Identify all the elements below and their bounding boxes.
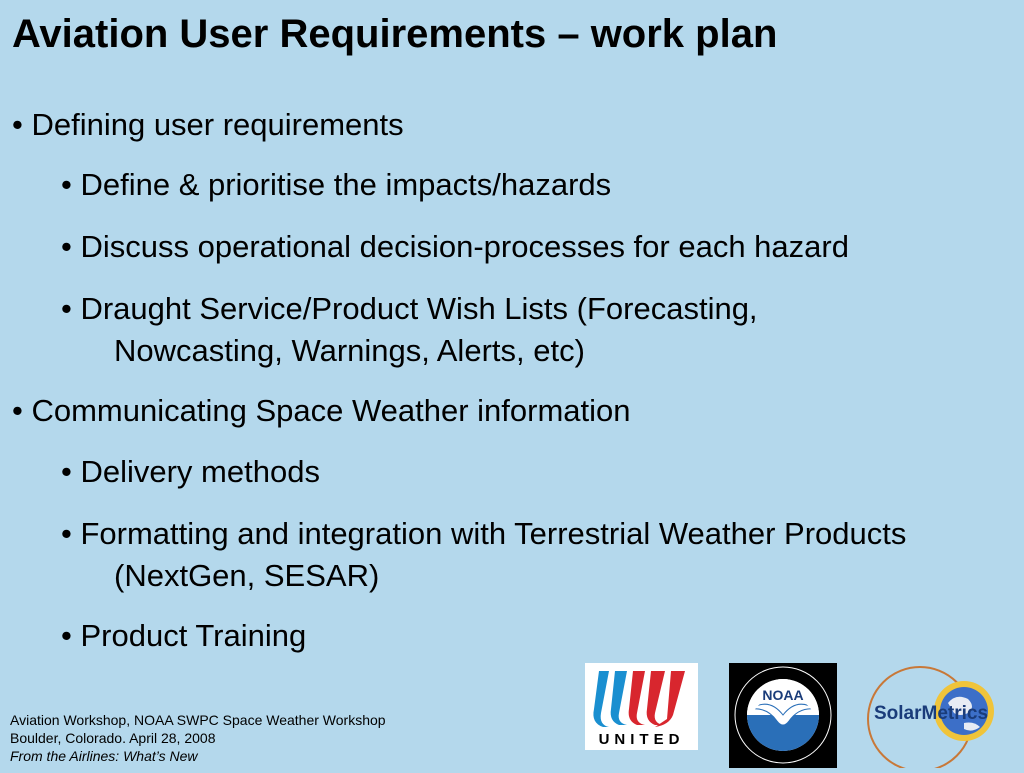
noaa-wordmark: NOAA xyxy=(762,687,804,703)
solarmetrics-wordmark: SolarMetrics xyxy=(874,703,989,724)
bullet-continuation: (NextGen, SESAR) xyxy=(114,558,380,593)
bullet-item: • Discuss operational decision-processes for each hazard xyxy=(61,229,849,264)
bullet-item: • Draught Service/Product Wish Lists (Forecasting, xyxy=(61,291,758,326)
united-logo xyxy=(585,663,698,750)
noaa-logo xyxy=(729,663,837,768)
noaa-seal-icon xyxy=(729,663,837,768)
bullet-item: • Define & prioritise the impacts/hazards xyxy=(61,167,612,202)
bullet-item: • Communicating Space Weather information xyxy=(12,393,631,428)
footer-line-1: Aviation Workshop, NOAA SWPC Space Weather Workshop xyxy=(10,712,386,728)
bullet-item: • Formatting and integration with Terrestrial Weather Products xyxy=(61,516,907,551)
bullet-item: • Product Training xyxy=(61,618,307,653)
footer-line-3: From the Airlines: What’s New xyxy=(10,748,198,764)
solarmetrics-logo xyxy=(864,663,1004,768)
footer xyxy=(10,711,386,765)
page-title: Aviation User Requirements – work plan xyxy=(12,12,778,56)
footer-line-2: Boulder, Colorado. April 28, 2008 xyxy=(10,730,216,746)
bullet-continuation: Nowcasting, Warnings, Alerts, etc) xyxy=(114,333,585,368)
bullet-item: • Delivery methods xyxy=(61,454,320,489)
united-wordmark: UNITED xyxy=(598,731,685,748)
bullet-item: • Defining user requirements xyxy=(12,107,404,142)
